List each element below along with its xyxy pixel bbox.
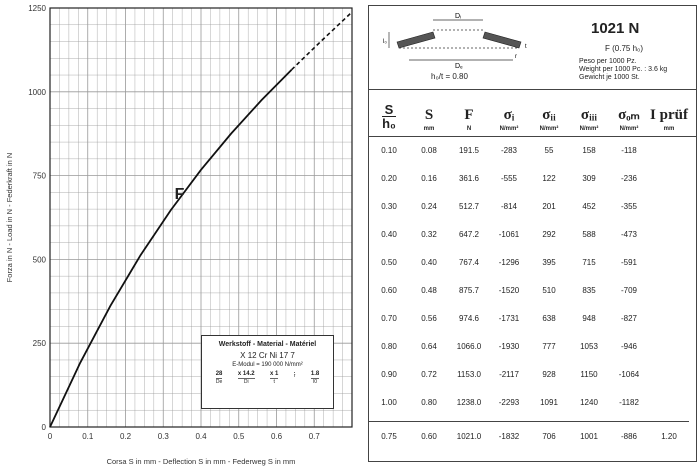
cell-s-ratio: 0.20 xyxy=(381,173,397,183)
cell-sigma-i: -1520 xyxy=(498,285,520,295)
cell-sigma-iii: 948 xyxy=(582,313,596,323)
cell-sigma-i: -2117 xyxy=(499,369,519,379)
cell-sigma-iii: 715 xyxy=(582,257,596,267)
table-row xyxy=(369,220,689,248)
col-header-f: F N xyxy=(464,107,474,132)
x-tick-label: 0.6 xyxy=(270,432,283,441)
cell-f: 1066.0 xyxy=(456,341,482,351)
cell-sigma-ii: 122 xyxy=(542,173,556,183)
col-header-s-ratio: $\frac{S}{\text{h₀}}$ xyxy=(382,102,396,131)
y-tick-label: 500 xyxy=(32,255,46,265)
col-header-l-pruef: I prüf mm xyxy=(650,107,688,132)
diagram-t: t xyxy=(525,44,527,50)
cell-sigma-om: -118 xyxy=(621,145,637,155)
material-title: Werkstoff - Material - Matériel xyxy=(218,341,317,348)
cell-sigma-ii: 510 xyxy=(542,285,556,295)
diagram-r: r xyxy=(515,54,517,60)
col-header-sigma-om: σₒₘ N/mm² xyxy=(618,107,640,132)
cell-s-ratio: 0.40 xyxy=(381,229,397,239)
x-tick-label: 0.3 xyxy=(157,432,169,441)
disc-spring-diagram xyxy=(383,10,563,72)
cell-sigma-om: -1182 xyxy=(619,397,639,407)
cell-f: 361.6 xyxy=(458,173,480,183)
cell-sigma-i: -2293 xyxy=(498,397,520,407)
table-row xyxy=(369,164,689,192)
cell-l-pruef xyxy=(649,276,689,304)
summary-cell-s-ratio: 0.75 xyxy=(369,422,409,451)
cell-sigma-iii: 1053 xyxy=(580,341,598,351)
spring-data-table xyxy=(369,94,689,450)
table-header-row xyxy=(369,94,689,136)
x-tick-label: 0.2 xyxy=(119,432,132,441)
col-header-sigma-iii: σᵢᵢᵢ N/mm² xyxy=(579,107,599,132)
cell-l-pruef xyxy=(649,192,689,220)
cell-s-ratio: 0.90 xyxy=(381,369,397,379)
dim-t: x 1 t xyxy=(270,371,279,385)
col-header-s: S mm xyxy=(423,107,435,132)
cell-sigma-ii: 1091 xyxy=(540,397,558,407)
table-row xyxy=(369,136,689,164)
diagram-l0: l₀ xyxy=(383,39,387,45)
cell-s-ratio: 0.50 xyxy=(381,257,397,267)
cell-s: 0.24 xyxy=(421,201,437,211)
cell-f: 647.2 xyxy=(458,229,480,239)
cell-s-ratio: 0.10 xyxy=(381,145,397,155)
cell-s: 0.32 xyxy=(421,229,437,239)
cell-f: 512.7 xyxy=(458,201,480,211)
y-tick-label: 750 xyxy=(32,171,46,181)
cell-f: 1238.0 xyxy=(456,397,482,407)
cell-sigma-i: -1930 xyxy=(498,341,520,351)
cell-sigma-om: -709 xyxy=(620,285,637,295)
cell-sigma-ii: 55 xyxy=(544,145,554,155)
material-info-box xyxy=(201,335,334,409)
cell-sigma-ii: 928 xyxy=(542,369,556,379)
cell-s-ratio: 0.80 xyxy=(381,341,397,351)
cell-l-pruef xyxy=(649,136,689,164)
x-tick-label: 0 xyxy=(47,432,53,441)
cell-l-pruef xyxy=(649,360,689,388)
cell-s-ratio: 0.60 xyxy=(381,285,397,295)
cell-s: 0.40 xyxy=(421,257,437,267)
y-tick-label: 1000 xyxy=(28,87,46,97)
weight-en: Weight per 1000 Pc. : 3.6 kg xyxy=(579,66,668,73)
x-tick-label: 0.7 xyxy=(308,432,320,441)
spring-data-panel xyxy=(368,5,697,462)
summary-cell-sigma-om: -886 xyxy=(609,422,649,451)
weight-it: Peso per 1000 Pz. xyxy=(579,58,637,65)
col-header-sigma-i: σᵢ N/mm² xyxy=(499,107,519,132)
cell-sigma-i: -555 xyxy=(500,173,517,183)
dim-l0: 1.8 l0 xyxy=(310,371,320,385)
diagram-di: Dᵢ xyxy=(455,13,462,20)
x-tick-label: 0.5 xyxy=(233,432,245,441)
summary-cell-s: 0.60 xyxy=(409,422,449,451)
cell-sigma-ii: 395 xyxy=(542,257,556,267)
ratio-label: h₀/t = 0.80 xyxy=(431,72,468,81)
cell-sigma-ii: 777 xyxy=(542,341,556,351)
y-tick-label: 250 xyxy=(32,339,46,349)
cell-f: 974.6 xyxy=(458,313,480,323)
curve-label: F xyxy=(174,186,185,204)
cell-sigma-i: -1296 xyxy=(498,257,520,267)
cell-f: 875.7 xyxy=(458,285,480,295)
table-row xyxy=(369,248,689,276)
weight-de: Gewicht je 1000 St. xyxy=(579,74,640,81)
e-modul: E-Modul = 190 000 N/mm² xyxy=(232,362,303,368)
cell-l-pruef xyxy=(649,332,689,360)
cell-l-pruef xyxy=(649,220,689,248)
cell-l-pruef xyxy=(649,164,689,192)
weight-info xyxy=(579,58,667,82)
cell-sigma-iii: 1150 xyxy=(580,369,598,379)
cell-s: 0.48 xyxy=(421,285,437,295)
cell-s: 0.64 xyxy=(421,341,437,351)
summary-row xyxy=(369,422,689,451)
table-row xyxy=(369,276,689,304)
cell-sigma-om: -236 xyxy=(620,173,637,183)
cell-sigma-om: -591 xyxy=(620,257,637,267)
y-tick-label: 1250 xyxy=(28,4,46,13)
cell-l-pruef xyxy=(649,248,689,276)
cell-s: 0.80 xyxy=(421,397,437,407)
dimension-list xyxy=(202,371,333,385)
cell-sigma-i: -1061 xyxy=(498,229,520,239)
cell-f: 191.5 xyxy=(458,145,480,155)
cell-sigma-om: -355 xyxy=(620,201,637,211)
cell-sigma-i: -283 xyxy=(500,145,517,155)
cell-s-ratio: 0.30 xyxy=(381,201,397,211)
table-row xyxy=(369,332,689,360)
cell-sigma-iii: 1240 xyxy=(580,397,598,407)
cell-sigma-om: -827 xyxy=(620,313,637,323)
table-row xyxy=(369,388,689,416)
cell-l-pruef xyxy=(649,304,689,332)
summary-cell-l-pruef: 1.20 xyxy=(649,422,689,451)
dim-r: r xyxy=(293,373,296,379)
summary-cell-sigma-i: -1832 xyxy=(489,422,529,451)
cell-sigma-i: -814 xyxy=(500,201,517,211)
cell-s: 0.16 xyxy=(421,173,437,183)
cell-f: 767.4 xyxy=(458,257,480,267)
header-rule xyxy=(369,136,696,137)
load-curve-dashed xyxy=(292,12,352,70)
summary-cell-sigma-iii: 1001 xyxy=(569,422,609,451)
x-axis-label: Corsa S in mm - Deflection S in mm - Federweg S in mm xyxy=(106,457,296,466)
x-tick-label: 0.4 xyxy=(195,432,207,441)
cell-sigma-ii: 292 xyxy=(542,229,556,239)
cell-s: 0.08 xyxy=(421,145,437,155)
y-tick-label: 0 xyxy=(41,423,46,432)
cell-l-pruef xyxy=(649,388,689,416)
cell-sigma-ii: 201 xyxy=(542,201,556,211)
table-row xyxy=(369,360,689,388)
x-tick-label: 0.1 xyxy=(82,432,94,441)
cell-sigma-om: -1064 xyxy=(618,369,640,379)
cell-sigma-i: -1731 xyxy=(498,313,520,323)
cell-s: 0.56 xyxy=(421,313,437,323)
table-row xyxy=(369,192,689,220)
material-name: X 12 Cr Ni 17 7 xyxy=(240,351,295,360)
cell-sigma-iii: 309 xyxy=(582,173,596,183)
spring-header xyxy=(369,6,696,90)
summary-cell-f: 1021.0 xyxy=(449,422,489,451)
cell-sigma-iii: 158 xyxy=(582,145,596,155)
cell-sigma-om: -473 xyxy=(620,229,637,239)
force-note: F (0.75 h₀) xyxy=(605,44,643,53)
table-row xyxy=(369,304,689,332)
cell-sigma-iii: 588 xyxy=(582,229,596,239)
y-axis-label: Forza in N - Load in N - Federkraft in N xyxy=(5,152,14,283)
cell-sigma-om: -946 xyxy=(620,341,637,351)
summary-cell-sigma-ii: 706 xyxy=(529,422,569,451)
cell-sigma-iii: 452 xyxy=(582,201,596,211)
col-header-sigma-ii: σᵢᵢ N/mm² xyxy=(539,107,559,132)
diagram-de: Dₑ xyxy=(455,63,463,70)
part-number: 1021 N xyxy=(591,20,640,37)
cell-s-ratio: 0.70 xyxy=(381,313,397,323)
dim-de: 28 De xyxy=(215,371,223,385)
cell-s: 0.72 xyxy=(421,369,437,379)
cell-sigma-ii: 638 xyxy=(542,313,556,323)
dim-di: x 14.2 Di xyxy=(237,371,255,385)
cell-sigma-iii: 835 xyxy=(582,285,596,295)
cell-f: 1153.0 xyxy=(457,369,481,379)
cell-s-ratio: 1.00 xyxy=(381,397,397,407)
